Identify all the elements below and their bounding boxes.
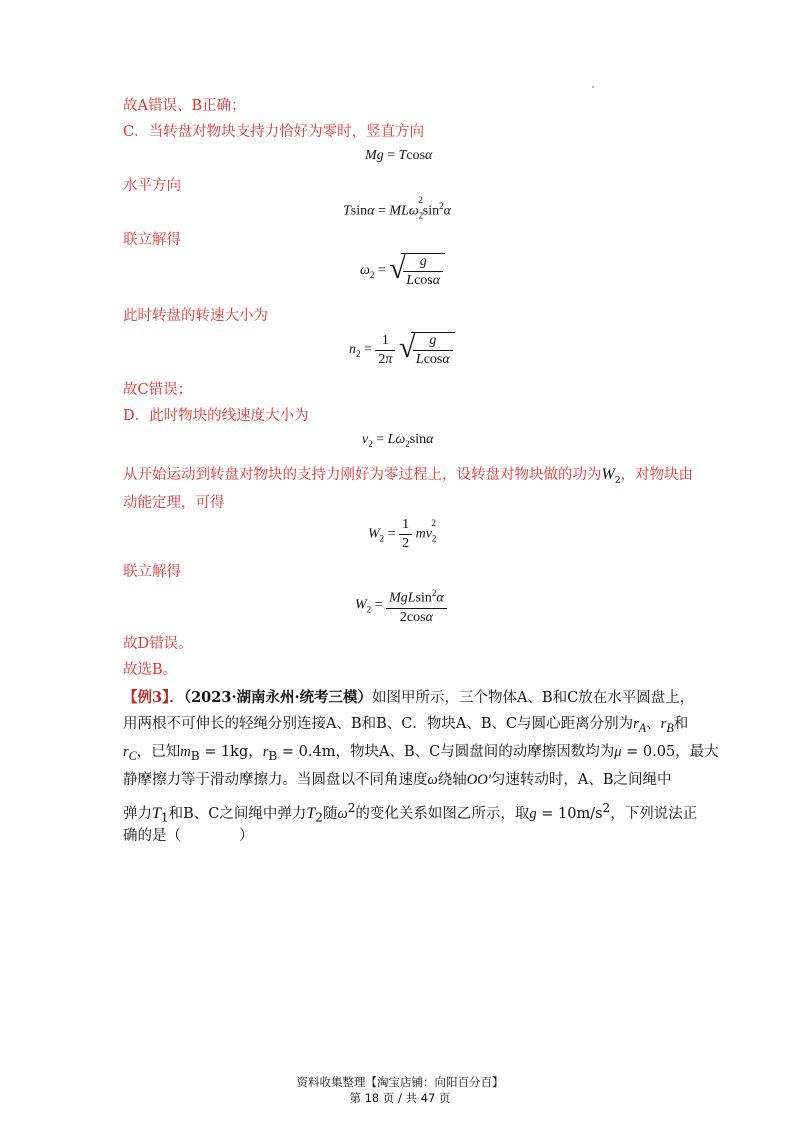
text-line: 联立解得 — [123, 564, 181, 580]
example-line: 弹力$T_1$和B、C之间绳中弹力$T_2$随$\omega^2$的变化关系如图乙所示，取$g = 10m/s^2$，下列说法正 — [123, 801, 698, 825]
equation-work: $W_2$ = $\frac{1}{2}$ $mv_2^2$ — [368, 517, 437, 551]
text-line: 故选B。 — [123, 662, 178, 678]
equation-v2: $v_2 = L\omega_2\sin\alpha$ — [362, 432, 434, 449]
equation-horizontal: $Tsin\alpha = ML\omega_2^2\sin^2\alpha$ — [343, 195, 451, 221]
text-line: 此时转盘的转速大小为 — [123, 308, 268, 324]
example-line: 静摩擦力等于滑动摩擦力。当圆盘以不同角速度ω绕轴OO′匀速转动时，A、B之间绳中 — [123, 772, 672, 788]
equation-omega: $\omega_2$ = √ $\frac{g}{Lcos\alpha}$ — [360, 253, 445, 289]
footer-source: 资料收集整理【淘宝店铺：向阳百分百】 — [296, 1075, 504, 1089]
equation-w2-result: $W_2$ = $\frac{MgLsin^2\alpha}{2\cos\alpha}$ — [355, 585, 447, 626]
text-line: D．此时物块的线速度大小为 — [123, 408, 309, 424]
example-line: 确的是（ ） — [123, 828, 254, 844]
text-line: 从开始运动到转盘对物块的支持力刚好为零过程上，设转盘对物块做的功为$W_2$，对物块由 — [123, 466, 694, 486]
equation-n2: $n_2$ = $\frac{1}{2\pi}$ √ $\frac{g}{Lcos\alpha}$ — [349, 332, 455, 368]
example-tag: 【例3】． — [123, 689, 184, 706]
text-line: 水平方向 — [123, 178, 181, 194]
example-line: 用两根不可伸长的轻绳分别连接A、B和B、C．物块A、B、C与圆心距离分别为$r_A$、$r_B$和 — [123, 716, 689, 735]
example-source: （2023·湖南永州·统考三模） — [183, 689, 373, 706]
text-line: 联立解得 — [123, 232, 181, 248]
text-line: C．当转盘对物块支持力恰好为零时，竖直方向 — [123, 124, 425, 140]
text-line: 动能定理，可得 — [123, 495, 225, 511]
example-line: $r_C$，已知$m_B = 1kg$，$r_B = 0.4m$，物块A、B、C与圆盘间的动摩擦因数均为μ = 0.05，最大 — [123, 744, 719, 763]
text-line: 故A错误、B正确； — [123, 98, 246, 114]
text-line: 故D错误。 — [123, 636, 193, 652]
text-line: 故C错误； — [123, 382, 193, 398]
scan-dot — [592, 86, 594, 88]
equation-vertical: Mg = Tcosα — [365, 148, 433, 163]
footer-page-number: 第 18 页 / 共 47 页 — [349, 1091, 451, 1105]
example-line: 【例3】．（2023·湖南永州·统考三模）如图甲所示，三个物体A、B和C放在水平圆盘上， — [123, 689, 695, 706]
